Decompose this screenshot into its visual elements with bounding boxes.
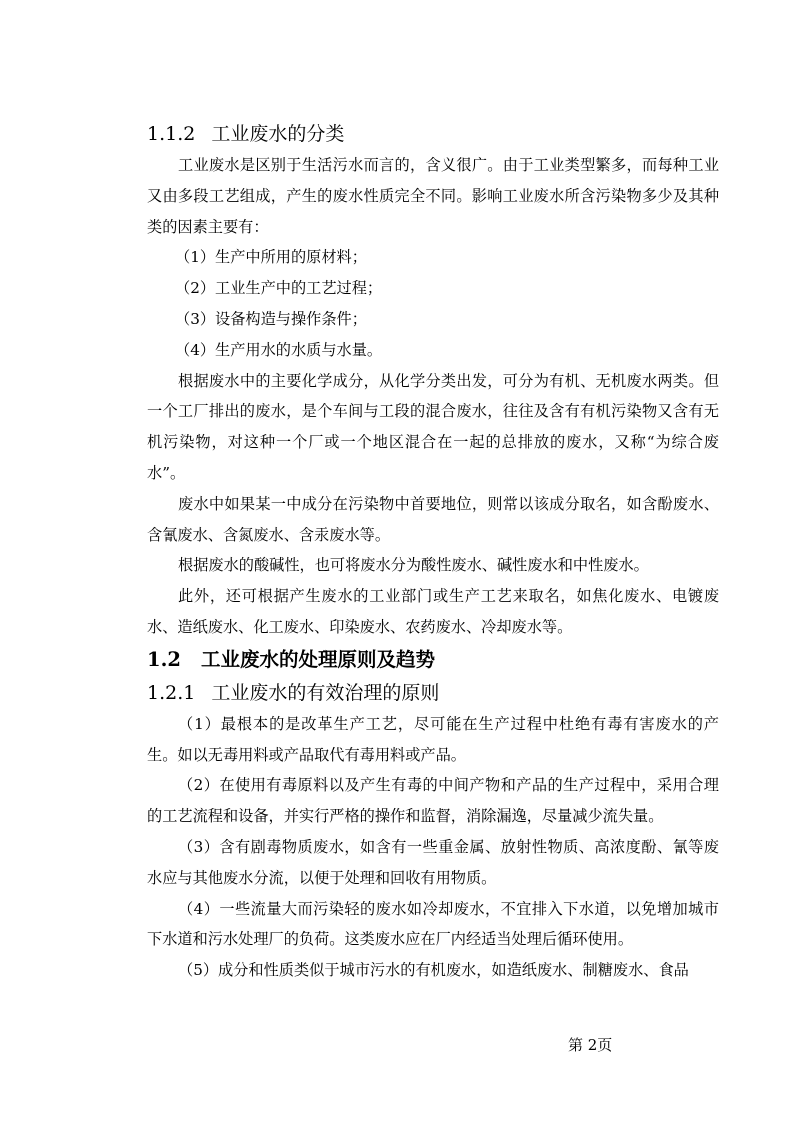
heading-title: 工业废水的处理原则及趋势 (200, 647, 435, 671)
heading-title: 工业废水的有效治理的原则 (211, 681, 440, 704)
heading-1-2 (147, 643, 719, 677)
heading-number: 1.2 (147, 647, 181, 671)
principle-paragraph: （2）在使用有毒原料以及产生有毒的中间产物和产品的生产过程中，采用合理的工艺流程和设备，并实行严格的操作和监督，消除漏逸，尽量减少流失量。 (147, 776, 719, 826)
page-number: 第 2页 (568, 1036, 613, 1054)
heading-title: 工业废水的分类 (211, 123, 345, 145)
body-paragraph: 废水中如果某一中成分在污染物中首要地位，则常以该成分取名，如含酚废水、含氰废水、含氮废水、含汞废水等。 (147, 494, 719, 544)
principle-paragraph: （4）一些流量大而污染轻的废水如冷却废水，不宜排入下水道，以免增加城市下水道和污水处理厂的负荷。这类废水应在厂内经适当处理后循环使用。 (147, 899, 719, 949)
heading-1-2-1 (147, 677, 719, 709)
body-paragraph: 根据废水中的主要化学成分，从化学分类出发，可分为有机、无机废水两类。但一个工厂排出的废水，是个车间与工段的混合废水，往往及含有有机污染物又含有无机污染物，对这种一个厂或一个地区混合在一起的总排放的废水，又称“为综合废水”。 (147, 371, 719, 482)
principle-paragraph: （5）成分和性质类似于城市污水的有机废水，如造纸废水、制糖废水、食品 (178, 961, 689, 980)
heading-number: 1.2.1 (147, 681, 196, 704)
principle-paragraph: （1）最根本的是改革生产工艺，尽可能在生产过程中杜绝有毒有害废水的产生。如以无毒用料或产品取代有毒用料或产品。 (147, 714, 719, 764)
page-content (147, 118, 719, 986)
heading-number: 1.1.2 (147, 123, 196, 145)
intro-paragraph: 工业废水是区别于生活污水而言的，含义很广。由于工业类型繁多，而每种工业又由多段工艺组成，产生的废水性质完全不同。影响工业废水所含污染物多少及其种类的因素主要有： (147, 156, 719, 236)
body-paragraph: 此外，还可根据产生废水的工业部门或生产工艺来取名，如焦化废水、电镀废水、造纸废水、化工废水、印染废水、农药废水、冷却废水等。 (147, 587, 719, 636)
factor-item: （1）生产中所用的原材料； (175, 248, 367, 267)
principle-paragraph: （3）含有剧毒物质废水，如含有一些重金属、放射性物质、高浓度酚、氰等废水应与其他废水分流，以便于处理和回收有用物质。 (147, 837, 719, 887)
heading-1-1-2 (147, 118, 719, 150)
body-paragraph: 根据废水的酸碱性，也可将废水分为酸性废水、碱性废水和中性废水。 (178, 556, 649, 575)
factor-item: （3）设备构造与操作条件； (175, 309, 367, 328)
factor-item: （2）工业生产中的工艺过程； (175, 279, 383, 298)
factor-item: （4）生产用水的水质与水量。 (175, 340, 383, 359)
